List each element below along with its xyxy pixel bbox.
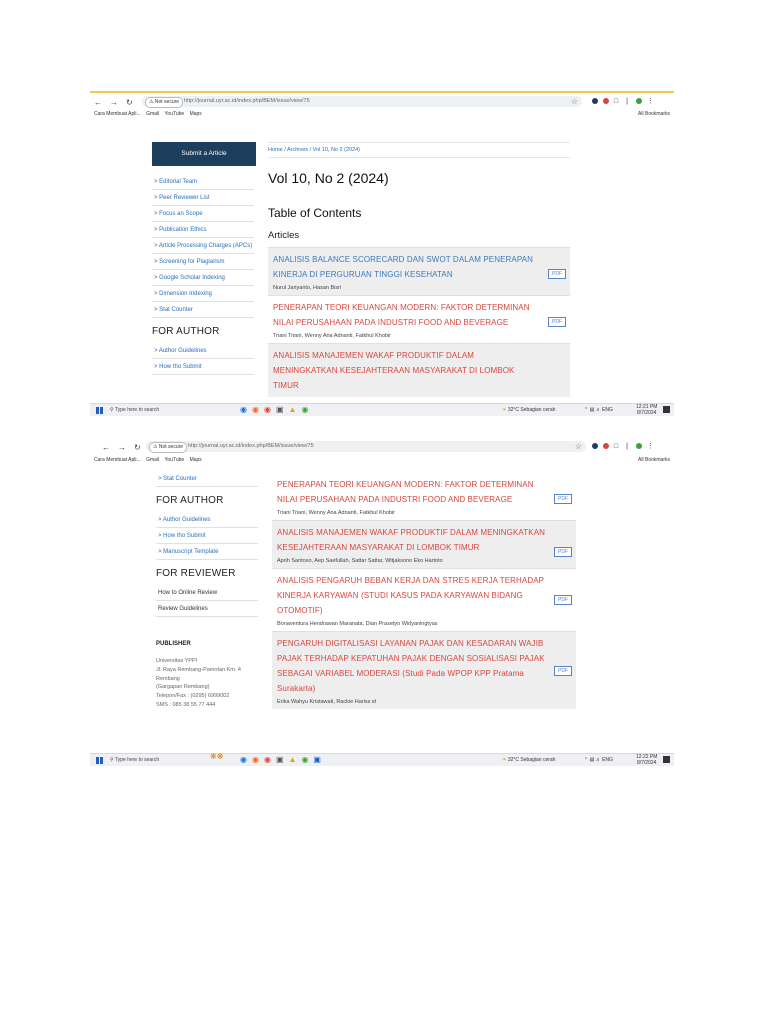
sidebar — [156, 474, 258, 710]
sidebar-item-dimension[interactable]: > Dimension Indexing — [152, 286, 254, 302]
bookmarks-bar — [90, 457, 674, 467]
article-item — [268, 295, 570, 343]
bookmark-youtube[interactable]: YouTube — [164, 111, 185, 117]
extension-icons[interactable]: □ | ⋮ — [592, 442, 657, 450]
bookmark-star-icon[interactable]: ☆ — [570, 97, 578, 106]
sidebar-item-manuscript-template[interactable]: > Manuscript Template — [156, 544, 258, 560]
not-secure-badge[interactable]: ⚠ Not secure — [149, 442, 187, 453]
section-heading: Articles — [268, 230, 300, 241]
article-item — [272, 474, 576, 520]
system-tray[interactable]: ⌃ ▤ ♬ ENG — [584, 407, 613, 413]
sidebar-item-how-submit[interactable]: > How tho Submit — [156, 528, 258, 544]
sidebar-item-how-submit[interactable]: > How tho Submit — [152, 359, 254, 375]
publisher-heading: PUBLISHER — [156, 641, 191, 647]
url-text[interactable]: http://journal.uyr.ac.id/index.php/BEM/issue/view/75 — [184, 98, 310, 104]
system-tray[interactable]: ⌃ ▤ ♬ ENG — [584, 757, 613, 763]
sidebar-item-plagiarism[interactable]: > Screening for Plagiarism — [152, 254, 254, 270]
toc-heading: Table of Contents — [268, 206, 362, 220]
url-text[interactable]: http://journal.uyr.ac.id/index.php/BEM/issue/view/75 — [188, 443, 314, 449]
all-bookmarks[interactable]: All Bookmarks — [638, 457, 670, 463]
all-bookmarks[interactable]: All Bookmarks — [638, 111, 670, 117]
not-secure-badge[interactable]: ⚠ Not secure — [145, 97, 183, 108]
pdf-button[interactable]: PDF — [554, 666, 572, 676]
bookmark-maps[interactable]: Maps — [189, 457, 202, 463]
article-item — [272, 520, 576, 568]
publisher-address: Universitas YPPI Jl. Raya Rembang-Pamotan Km. 4 Rembang (Gargapan Rembang) Telepon/Fax : (0295) 6999002 SMS : 085 38 55 77 444 — [156, 658, 241, 708]
main-content — [272, 474, 576, 709]
screenshot-2 — [90, 438, 674, 766]
bookmark-cara[interactable]: Cara Membuat Apli... — [94, 111, 141, 117]
search-highlight-icon: ❋❋ — [210, 752, 224, 761]
windows-start-icon[interactable] — [96, 407, 103, 414]
weather-widget[interactable]: ☀ 32°C Sebagian cerah — [502, 757, 556, 763]
article-title-link[interactable]: PENERAPAN TEORI KEUANGAN MODERN: FAKTOR DETERMINAN NILAI PERUSAHAAN PADA INDUSTRI FOOD AND BEVERAGE — [277, 480, 534, 504]
reload-icon[interactable]: ↻ — [134, 443, 141, 452]
breadcrumb[interactable]: Home / Archives / Vol 10, No 2 (2024) — [268, 142, 570, 158]
page-content — [90, 124, 674, 404]
sidebar-item-google-scholar[interactable]: > Google Scholar Indexing — [152, 270, 254, 286]
article-item — [268, 247, 570, 295]
pdf-button[interactable]: PDF — [554, 595, 572, 605]
sidebar-item-editorial-team[interactable]: > Editorial Team — [152, 174, 254, 190]
url-box[interactable] — [146, 441, 586, 452]
taskbar-clock[interactable]: 12:21 PM 8/7/2024 — [636, 404, 658, 416]
article-title-link[interactable]: ANALISIS MANAJEMEN WAKAF PRODUKTIF DALAM MENINGKATKAN KESEJAHTERAAN MASYARAKAT DI LOMBOK TIMUR — [277, 528, 546, 552]
reload-icon[interactable]: ↻ — [126, 98, 133, 107]
sidebar-item-stat-counter[interactable]: > Stat Counter — [152, 302, 254, 318]
sidebar-item-author-guidelines[interactable]: > Author Guidelines — [152, 343, 254, 359]
article-item — [272, 631, 576, 709]
forward-icon[interactable]: → — [118, 443, 126, 452]
article-title-link[interactable]: PENERAPAN TEORI KEUANGAN MODERN: FAKTOR DETERMINAN NILAI PERUSAHAAN PADA INDUSTRI FOOD AND BEVERAGE — [273, 303, 530, 327]
article-title-link[interactable]: ANALISIS PENGARUH BEBAN KERJA DAN STRES KERJA TERHADAP KINERJA KARYAWAN (STUDI KASUS PADA KARYAWAN BIDANG OTOMOTIF) — [277, 576, 544, 615]
article-title-link[interactable]: PENGARUH DIGITALISASI LAYANAN PAJAK DAN KESADARAN WAJIB PAJAK TERHADAP KEPATUHAN PAJAK DENGAN SOSIALISASI PAJAK SEBAGAI VARIABEL MODERASI (Studi Pada WPOP KPP Pratama Surakarta) — [277, 639, 545, 693]
pdf-button[interactable]: PDF — [548, 269, 566, 279]
main-content — [268, 142, 570, 397]
bookmarks-bar — [90, 111, 674, 121]
bookmark-maps[interactable]: Maps — [189, 111, 202, 117]
sidebar-item-online-review[interactable]: How to Online Review — [156, 585, 258, 601]
article-authors: Erika Wahyu Kristawati, Rackie Hariss el — [277, 699, 377, 705]
sidebar-item-stat-counter[interactable]: > Stat Counter — [156, 474, 258, 487]
issue-title: Vol 10, No 2 (2024) — [268, 170, 389, 186]
for-reviewer-heading: FOR REVIEWER — [156, 568, 236, 579]
sidebar-item-focus-scope[interactable]: > Focus an Scope — [152, 206, 254, 222]
address-bar-row — [90, 440, 674, 455]
address-bar-row — [90, 95, 674, 110]
article-authors: Nurul Jariyanto, Hasan Bisri — [273, 285, 342, 291]
article-item — [272, 568, 576, 631]
window-top-border — [90, 91, 674, 93]
taskbar-app-icons[interactable]: ◉◉◉▣▲◉ — [240, 405, 314, 414]
article-authors: Bonaventura Hendrawan Maranata, Dian Prasetyo Widyaningtyas — [277, 621, 438, 627]
pdf-button[interactable]: PDF — [554, 547, 572, 557]
article-authors: Aprih Santoso, Aep Saefullah, Sattar Sattar, Witjaksono Eko Hartoto — [277, 558, 443, 564]
bookmark-youtube[interactable]: YouTube — [164, 457, 185, 463]
taskbar — [90, 403, 674, 416]
taskbar-search[interactable]: ⚲ Type here to search — [110, 407, 160, 413]
taskbar-app-icons[interactable]: ◉◉◉▣▲◉▣ — [240, 755, 326, 764]
for-author-heading: FOR AUTHOR — [156, 495, 224, 506]
bookmark-gmail[interactable]: Gmail — [146, 457, 160, 463]
article-item — [268, 343, 570, 397]
pdf-button[interactable]: PDF — [548, 317, 566, 327]
article-authors: Triani Triani, Wenny Ana Adnanti, Fatkhul Khobir — [273, 333, 392, 339]
bookmark-gmail[interactable]: Gmail — [146, 111, 160, 117]
taskbar-clock[interactable]: 12:22 PM 8/7/2024 — [636, 754, 658, 766]
back-icon[interactable]: ← — [94, 98, 102, 107]
weather-sun-icon: ☀ — [502, 757, 507, 763]
sidebar-item-review-guidelines[interactable]: Review Guidelines — [156, 601, 258, 617]
extension-icons[interactable]: □ | ⋮ — [592, 97, 657, 105]
sidebar-item-author-guidelines[interactable]: > Author Guidelines — [156, 512, 258, 528]
bookmark-star-icon[interactable]: ☆ — [574, 442, 582, 451]
notification-icon[interactable] — [663, 756, 670, 763]
sidebar-item-publication-ethics[interactable]: > Publication Ethics — [152, 222, 254, 238]
pdf-button[interactable]: PDF — [554, 494, 572, 504]
page-content — [90, 474, 674, 754]
taskbar — [90, 753, 674, 766]
submit-article-button[interactable]: Submit a Article — [152, 142, 256, 166]
weather-widget[interactable]: ☀ 32°C Sebagian cerah — [502, 407, 556, 413]
url-box[interactable] — [142, 96, 582, 107]
weather-sun-icon: ☀ — [502, 407, 507, 413]
notification-icon[interactable] — [663, 406, 670, 413]
for-author-heading: FOR AUTHOR — [152, 326, 220, 337]
article-title-link[interactable]: ANALISIS MANAJEMEN WAKAF PRODUKTIF DALAM MENINGKATKAN KESEJAHTERAAN MASYARAKAT DI LOMBOK TIMUR — [273, 351, 515, 390]
article-title-link[interactable]: ANALISIS BALANCE SCORECARD DAN SWOT DALAM PENERAPAN KINERJA DI PERGURUAN TINGGI KESEHATAN — [273, 255, 533, 279]
sidebar-item-peer-reviewer[interactable]: > Peer Reviewer List — [152, 190, 254, 206]
bookmark-cara[interactable]: Cara Membuat Apli... — [94, 457, 141, 463]
taskbar-search[interactable]: ⚲ Type here to search — [110, 757, 160, 763]
article-authors: Triani Triani, Wenny Ana Adnanti, Fatkhul Khobir — [277, 510, 396, 516]
screenshot-1 — [90, 91, 674, 416]
sidebar-item-apc[interactable]: > Article Processing Charges (APCs) — [152, 238, 254, 254]
forward-icon[interactable]: → — [110, 98, 118, 107]
windows-start-icon[interactable] — [96, 757, 103, 764]
back-icon[interactable]: ← — [102, 443, 110, 452]
sidebar — [152, 142, 254, 375]
